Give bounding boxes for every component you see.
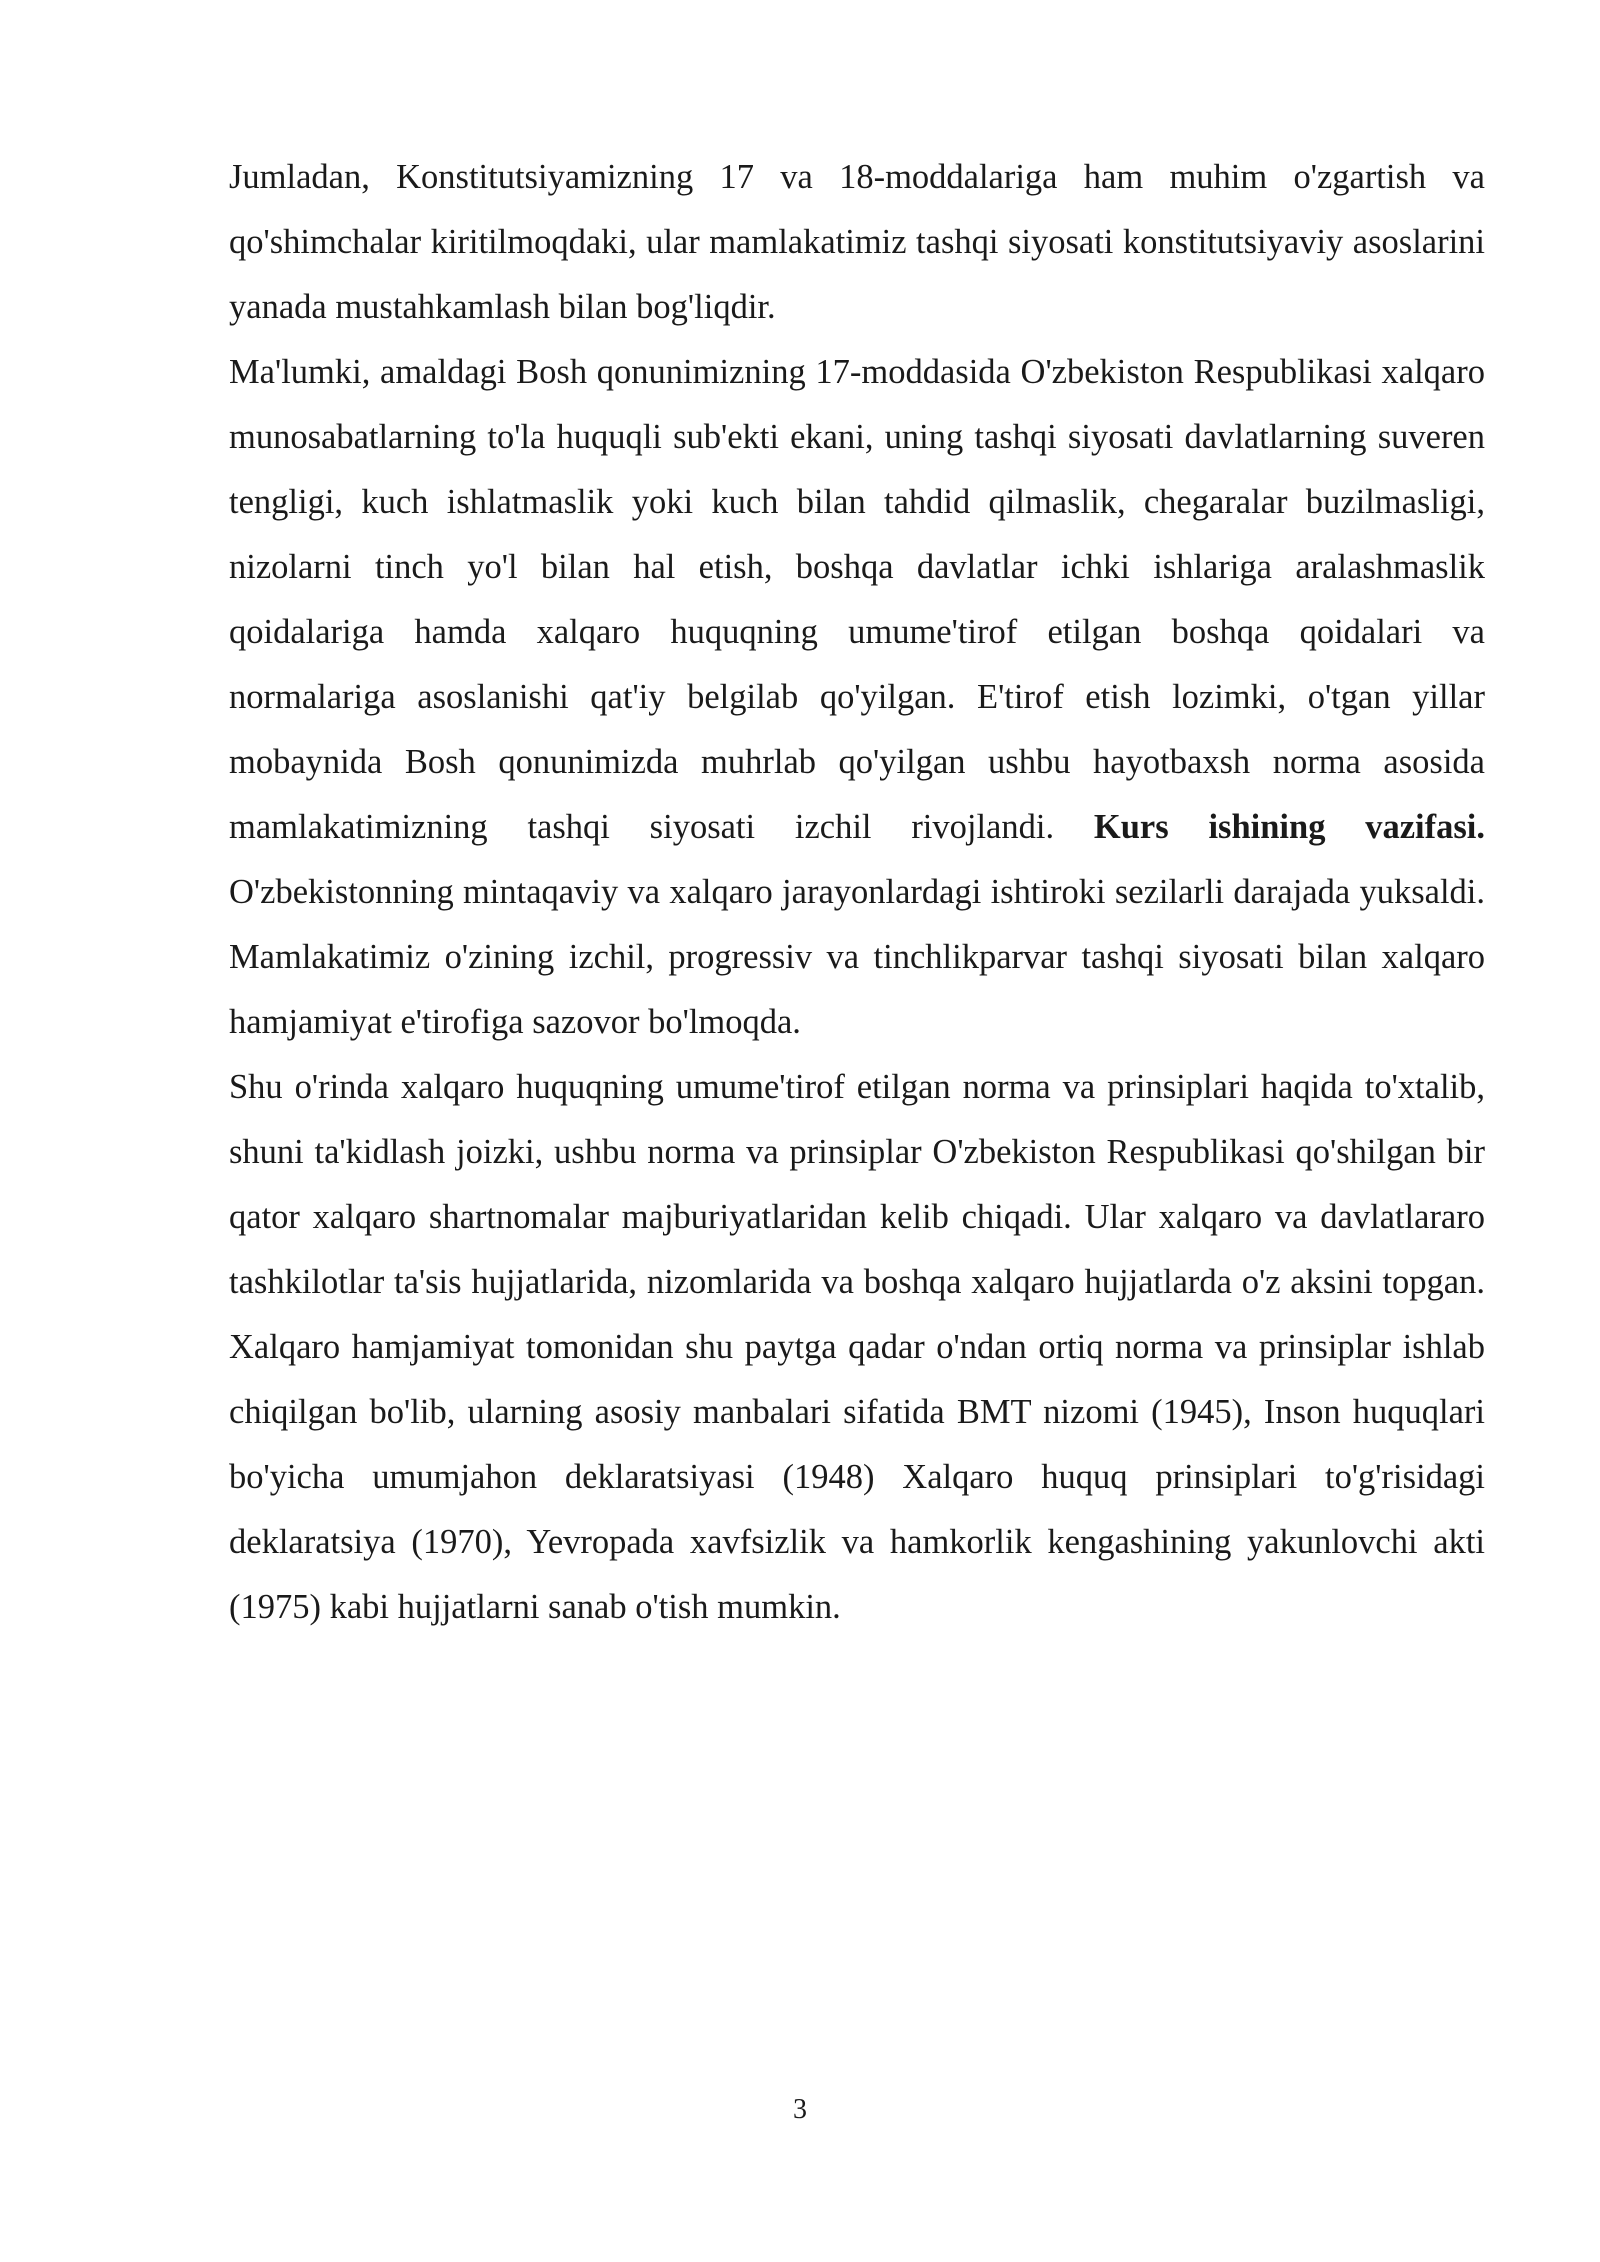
paragraph-2-text: Ma'lumki, amaldagi Bosh qonunimizning 17-moddasida O'zbekiston Respublikasi xalqaro munosabatlarning to'la huquqli sub'ekti ekani, uning tashqi siyosati davlatlarning suveren tengligi, kuch ishlatmaslik yoki kuch bilan tahdid qilmaslik, chegaralar buzilmasligi, nizolarni tinch yo'l bilan hal etish, boshqa davlatlar ichki ishlariga aralashmaslik qoidalariga hamda xalqaro huquqning umume'tirof etilgan boshqa qoidalari va normalariga asoslanishi qat'iy belgilab qo'yilgan. E'tirof etish lozimki, o'tgan yillar mobaynida Bosh qonunimizda muhrlab qo'yilgan ushbu hayotbaxsh norma asosida mamlakatimizning tashqi siyosati izchil rivojlandi.: [229, 353, 1485, 846]
paragraph-1: Jumladan, Konstitutsiyamizning 17 va 18-moddalariga ham muhim o'zgartish va qo'shimchalar kiritilmoqdaki, ular mamlakatimiz tashqi siyosati konstitutsiyaviy asoslarini yanada mustahkamlash bilan bog'liqdir.: [229, 158, 1485, 326]
paragraph-2-tail: O'zbekistonning mintaqaviy va xalqaro jarayonlardagi ishtiroki sezilarli darajada yuksaldi. Mamlakatimiz o'zining izchil, progressiv va tinchlikparvar tashqi siyosati bilan xalqaro hamjamiyat e'tirofiga sazovor bo'lmoqda.: [229, 873, 1485, 1041]
body-text: [229, 145, 1485, 1640]
paragraph-3: Shu o'rinda xalqaro huquqning umume'tirof etilgan norma va prinsiplari haqida to'xtalib, shuni ta'kidlash joizki, ushbu norma va prinsiplar O'zbekiston Respublikasi qo'shilgan bir qator xalqaro shartnomalar majburiyatlaridan kelib chiqadi. Ular xalqaro va davlatlararo tashkilotlar ta'sis hujjatlarida, nizomlarida va boshqa xalqaro hujjatlarda o'z aksini topgan. Xalqaro hamjamiyat tomonidan shu paytga qadar o'ndan ortiq norma va prinsiplar ishlab chiqilgan bo'lib, ularning asosiy manbalari sifatida BMT nizomi (1945), Inson huquqlari bo'yicha umumjahon deklaratsiyasi (1948) Xalqaro huquq prinsiplari to'g'risidagi deklaratsiya (1970), Yevropada xavfsizlik va hamkorlik kengashining yakunlovchi akti (1975) kabi hujjatlarni sanab o'tish mumkin.: [229, 1068, 1485, 1626]
page-number: 3: [793, 2094, 807, 2125]
bold-heading: Kurs ishining vazifasi.: [1093, 808, 1486, 846]
paragraph-2: [229, 340, 1485, 1055]
